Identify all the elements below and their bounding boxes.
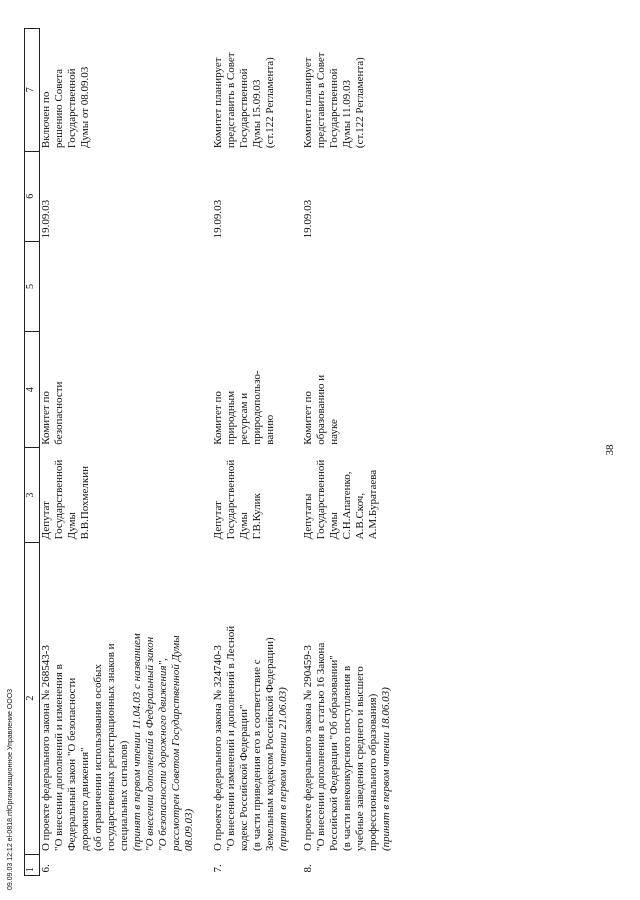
note-line: представить в Совет bbox=[225, 52, 237, 149]
bill-author bbox=[40, 448, 213, 543]
author-line: Думы bbox=[238, 512, 250, 540]
row-number: 8. bbox=[302, 864, 314, 873]
bill-description bbox=[40, 542, 213, 854]
author-line: Государственной bbox=[315, 459, 327, 540]
bill-line: Земельным кодексом Российской Федерации) bbox=[264, 637, 276, 852]
table-row bbox=[40, 29, 213, 876]
note-line: Комитет планирует bbox=[212, 57, 224, 149]
bill-line: профессионального образования) bbox=[367, 693, 379, 852]
committee-line: образованию и bbox=[315, 374, 327, 445]
bill-line: специальных сигналов) bbox=[118, 740, 130, 852]
committee-line: безопасности bbox=[53, 381, 65, 445]
author-line: А.В.Скоч, bbox=[354, 492, 366, 540]
notes bbox=[212, 29, 302, 152]
author-line: Думы bbox=[328, 512, 340, 540]
author-line: Государственной bbox=[53, 459, 65, 540]
committee-line: природным bbox=[225, 390, 237, 445]
column-5-cell bbox=[40, 241, 213, 331]
note-line: Включен по bbox=[40, 91, 52, 149]
responsible-committee bbox=[302, 332, 393, 448]
committee-line: ванию bbox=[264, 414, 276, 445]
bill-author bbox=[212, 448, 302, 543]
bill-author bbox=[302, 448, 393, 543]
author-line: С.Н.Апатенко, bbox=[341, 471, 353, 540]
author-line: Думы bbox=[66, 512, 78, 540]
author-line: Государственной bbox=[225, 459, 237, 540]
column-5-cell bbox=[302, 241, 393, 331]
bill-status-line: 08.09.03) bbox=[183, 808, 195, 852]
committee-line: Комитет по bbox=[40, 391, 52, 445]
bill-line: "О внесении изменений и дополнений в Лесной bbox=[225, 625, 237, 852]
note-line: Комитет планирует bbox=[302, 57, 314, 149]
bill-status-line: "О безопасности дорожного движения", bbox=[157, 658, 169, 852]
bill-status-line: (принят в первом чтении 18.06.03) bbox=[380, 687, 392, 852]
note-line: Думы 11.09.03 bbox=[341, 80, 353, 149]
author-line: А.М.Буратаева bbox=[367, 469, 379, 540]
page-number: 38 bbox=[604, 444, 616, 456]
bill-status-line: (принят в первом чтении 21.06.03) bbox=[277, 687, 289, 852]
author-line: Депутаты bbox=[302, 493, 314, 540]
row-number: 7. bbox=[212, 864, 224, 873]
bill-line: О проекте федерального закона № 268543-3 bbox=[40, 645, 52, 852]
column-header-4: 4 bbox=[25, 332, 40, 448]
note-line: (ст.122 Регламента) bbox=[354, 57, 366, 149]
author-line: Депутат bbox=[40, 501, 52, 540]
note-line: (ст.122 Регламента) bbox=[264, 57, 276, 149]
committee-line: Комитет по bbox=[212, 391, 224, 445]
bill-line: Федеральный закон "О безопасности bbox=[66, 677, 78, 852]
column-header-2: 2 bbox=[25, 542, 40, 854]
note-line: Думы 15.09.03 bbox=[251, 79, 263, 149]
column-5-cell bbox=[212, 241, 302, 331]
bill-line: (в части приведения его в соответствие с bbox=[251, 659, 263, 852]
table-row bbox=[212, 29, 302, 876]
column-header-7: 7 bbox=[25, 29, 40, 152]
bill-line: учебные заведения среднего и высшего bbox=[354, 666, 366, 852]
note-line: представить в Совет bbox=[315, 52, 327, 149]
note-line: Государственной bbox=[238, 68, 250, 149]
committee-line: науке bbox=[328, 419, 340, 445]
bill-description bbox=[302, 542, 393, 854]
bill-line: государственных регистрационных знаков и bbox=[105, 643, 117, 852]
notes bbox=[302, 29, 393, 152]
bill-line: (в части внеконкурсного поступления в bbox=[341, 665, 353, 852]
bill-line: кодекс Российской Федерации" bbox=[238, 704, 250, 852]
author-line: В.В.Похмелкин bbox=[79, 466, 91, 540]
bills-table bbox=[24, 28, 393, 876]
note-line: Государственной bbox=[328, 68, 340, 149]
notes bbox=[40, 29, 213, 152]
bill-line: "О внесении дополнения в статью 16 Закона bbox=[315, 642, 327, 852]
responsible-committee bbox=[40, 332, 213, 448]
column-header-1: 1 bbox=[25, 854, 40, 875]
review-date: 19.09.03 bbox=[302, 199, 314, 239]
author-line: Г.В.Кулик bbox=[251, 493, 263, 540]
bill-line: (об ограничении использования особых bbox=[92, 664, 104, 852]
review-date: 19.09.03 bbox=[40, 199, 52, 239]
review-date: 19.09.03 bbox=[212, 199, 224, 239]
bill-status-line: (принят в первом чтении 11.04.03 с названием bbox=[131, 633, 143, 852]
column-header-5: 5 bbox=[25, 241, 40, 331]
bill-description bbox=[212, 542, 302, 854]
note-line: Думы от 08.09.03 bbox=[79, 66, 91, 149]
row-number: 6. bbox=[40, 864, 52, 873]
bill-line: О проекте федерального закона № 290459-3 bbox=[302, 645, 314, 852]
bill-line: О проекте федерального закона № 324740-3 bbox=[212, 645, 224, 852]
bill-line: "О внесении дополнений и изменения в bbox=[53, 664, 65, 852]
bill-line: Российской Федерации "Об образовании" bbox=[328, 655, 340, 852]
author-line: Депутат bbox=[212, 501, 224, 540]
print-footer: 09.09.03 12:12 el-0818.rtfОрганизационное Управление ООО3 bbox=[7, 688, 14, 890]
committee-line: Комитет по bbox=[302, 391, 314, 445]
note-line: Государственной bbox=[66, 68, 78, 149]
responsible-committee bbox=[212, 332, 302, 448]
table-header-row bbox=[25, 29, 40, 876]
committee-line: ресурсам и bbox=[238, 392, 250, 445]
column-header-3: 3 bbox=[25, 448, 40, 543]
bill-status-line: рассмотрен Советом Государственной Думы bbox=[170, 635, 182, 852]
column-header-6: 6 bbox=[25, 151, 40, 241]
committee-line: природопользо- bbox=[251, 370, 263, 445]
note-line: решению Совета bbox=[53, 68, 65, 149]
bill-line: дорожного движения" bbox=[79, 747, 91, 852]
bill-status-line: "О внесении дополнений в Федеральный закон bbox=[144, 636, 156, 852]
table-row bbox=[302, 29, 393, 876]
